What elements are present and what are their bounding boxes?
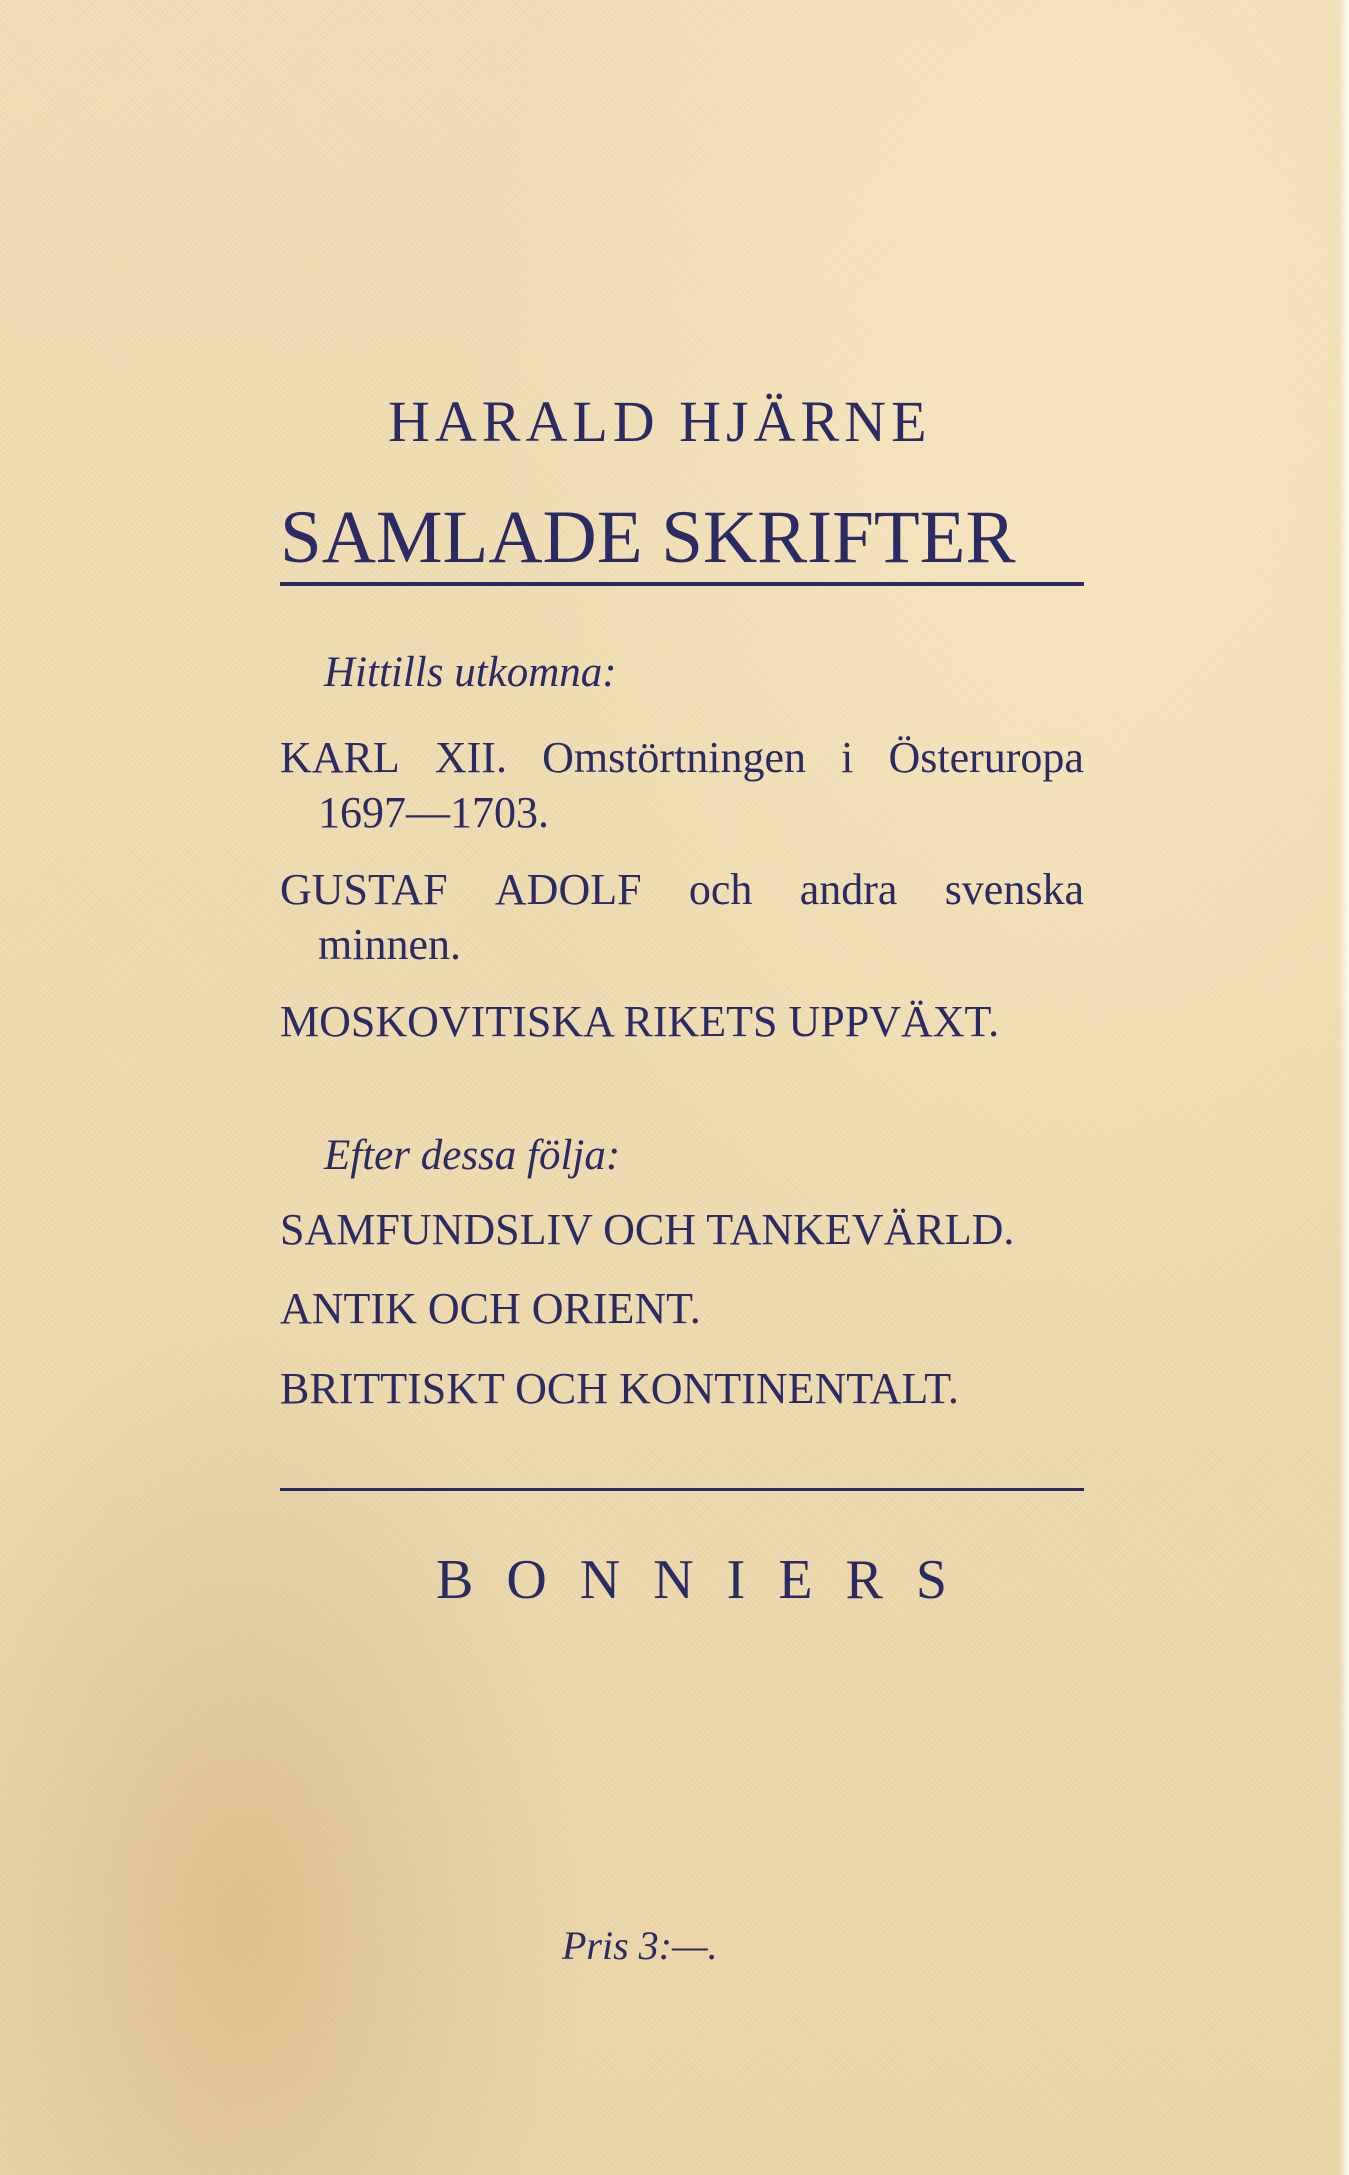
word: ADOLF [494,865,642,914]
word: och [688,865,753,914]
published-entry-karl-line2: 1697—1703. [318,788,549,837]
paper-edge [1339,0,1349,2175]
word: KARL [280,733,400,782]
published-entry-moskovitiska: MOSKOVITISKA RIKETS UPPVÄXT. [280,997,1000,1046]
publisher-divider-rule [280,1488,1084,1491]
forthcoming-entry-antik: ANTIK OCH ORIENT. [280,1284,701,1333]
word: Omstörtningen [542,733,807,782]
forthcoming-entry-brittiskt: BRITTISKT OCH KONTINENTALT. [280,1364,959,1413]
series-title: SAMLADE SKRIFTER [280,496,1016,579]
forthcoming-heading: Efter dessa följa: [324,1132,621,1179]
word: andra [799,865,898,914]
published-entry-karl-line1 [280,733,1084,782]
title-underline-rule [280,582,1084,586]
price-label: Pris 3:—. [562,1923,718,1968]
word: i [841,733,854,782]
published-entry-gustaf-line1 [280,865,1084,914]
forthcoming-entry-samfundsliv: SAMFUNDSLIV OCH TANKEVÄRLD. [280,1205,1015,1254]
word: Österuropa [888,733,1084,782]
published-entry-gustaf-line2: minnen. [318,920,461,969]
publisher-name: BONNIERS [436,1549,981,1611]
author-name: HARALD HJÄRNE [388,389,932,454]
word: XII. [434,733,507,782]
word: svenska [944,865,1084,914]
published-heading: Hittills utkomna: [324,649,617,696]
word: GUSTAF [280,865,448,914]
